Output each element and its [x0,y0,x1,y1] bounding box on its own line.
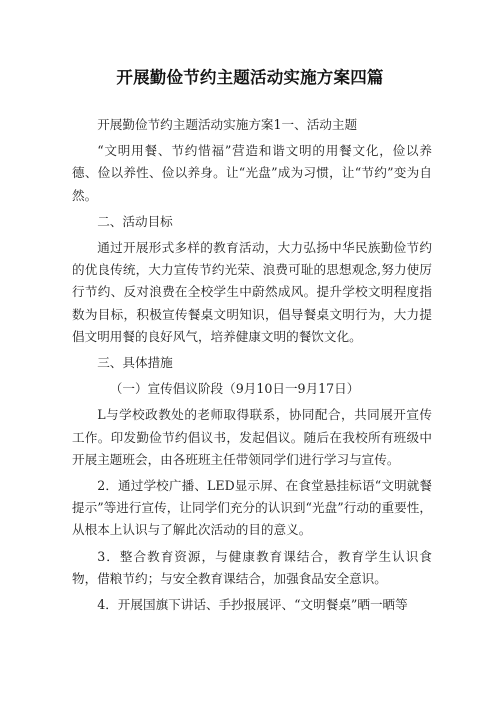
section-heading-goals: 二、活动目标 [97,213,173,229]
paragraph-theme: “文明用餐、节约惜福”营造和谐文明的用餐文化，俭以养德、俭以养性、俭以养身。让“光盘”成为习惯，让“节约”变为自然。 [72,143,432,203]
paragraph-measure-4: 4．开展国旗下讲话、手抄报展评、“文明餐桌”晒一晒等 [97,597,408,613]
document-title: 开展勤俭节约主题活动实施方案四篇 [116,68,384,87]
subsection-heading-stage-one: （一）宣传倡议阶段（9月10日一9月17日） [109,381,360,397]
paragraph-goals: 通过开展形式多样的教育活动，大力弘扬中华民族勤俭节约的优良传统，大力宣传节约光荣、浪费可耻的思想观念,努力使厉行节约、反对浪费在全校学生中蔚然成风。提升学校文明程度指数为目标，积极宣传餐桌文明知识，倡导餐桌文明行为，大力提倡文明用餐的良好风气，培养健康文明的餐饮文化。 [72,240,432,344]
document-body [72,114,432,620]
paragraph-measure-1: L与学校政教处的老师取得联系，协同配合，共同展开宣传工作。印发勤俭节约倡议书，发起倡议。随后在我校所有班级中开展主题班会，由各班班主任带领同学们进行学习与宣传。 [72,407,432,467]
section-heading-measures: 三、具体措施 [97,355,173,371]
paragraph-measure-2: 2．通过学校广播、LED显示屏、在食堂悬挂标语“文明就餐提示”等进行宣传，让同学们充分的认识到“光盘”行动的重要性，从根本上认识与了解此次活动的目的意义。 [72,478,432,538]
paragraph-measure-3: 3．整合教育资源，与健康教育课结合，教育学生认识食物，借粮节约；与安全教育课结合，加强食品安全意识。 [72,548,432,586]
paragraph-intro: 开展勤俭节约主题活动实施方案1一、活动主题 [97,117,358,132]
